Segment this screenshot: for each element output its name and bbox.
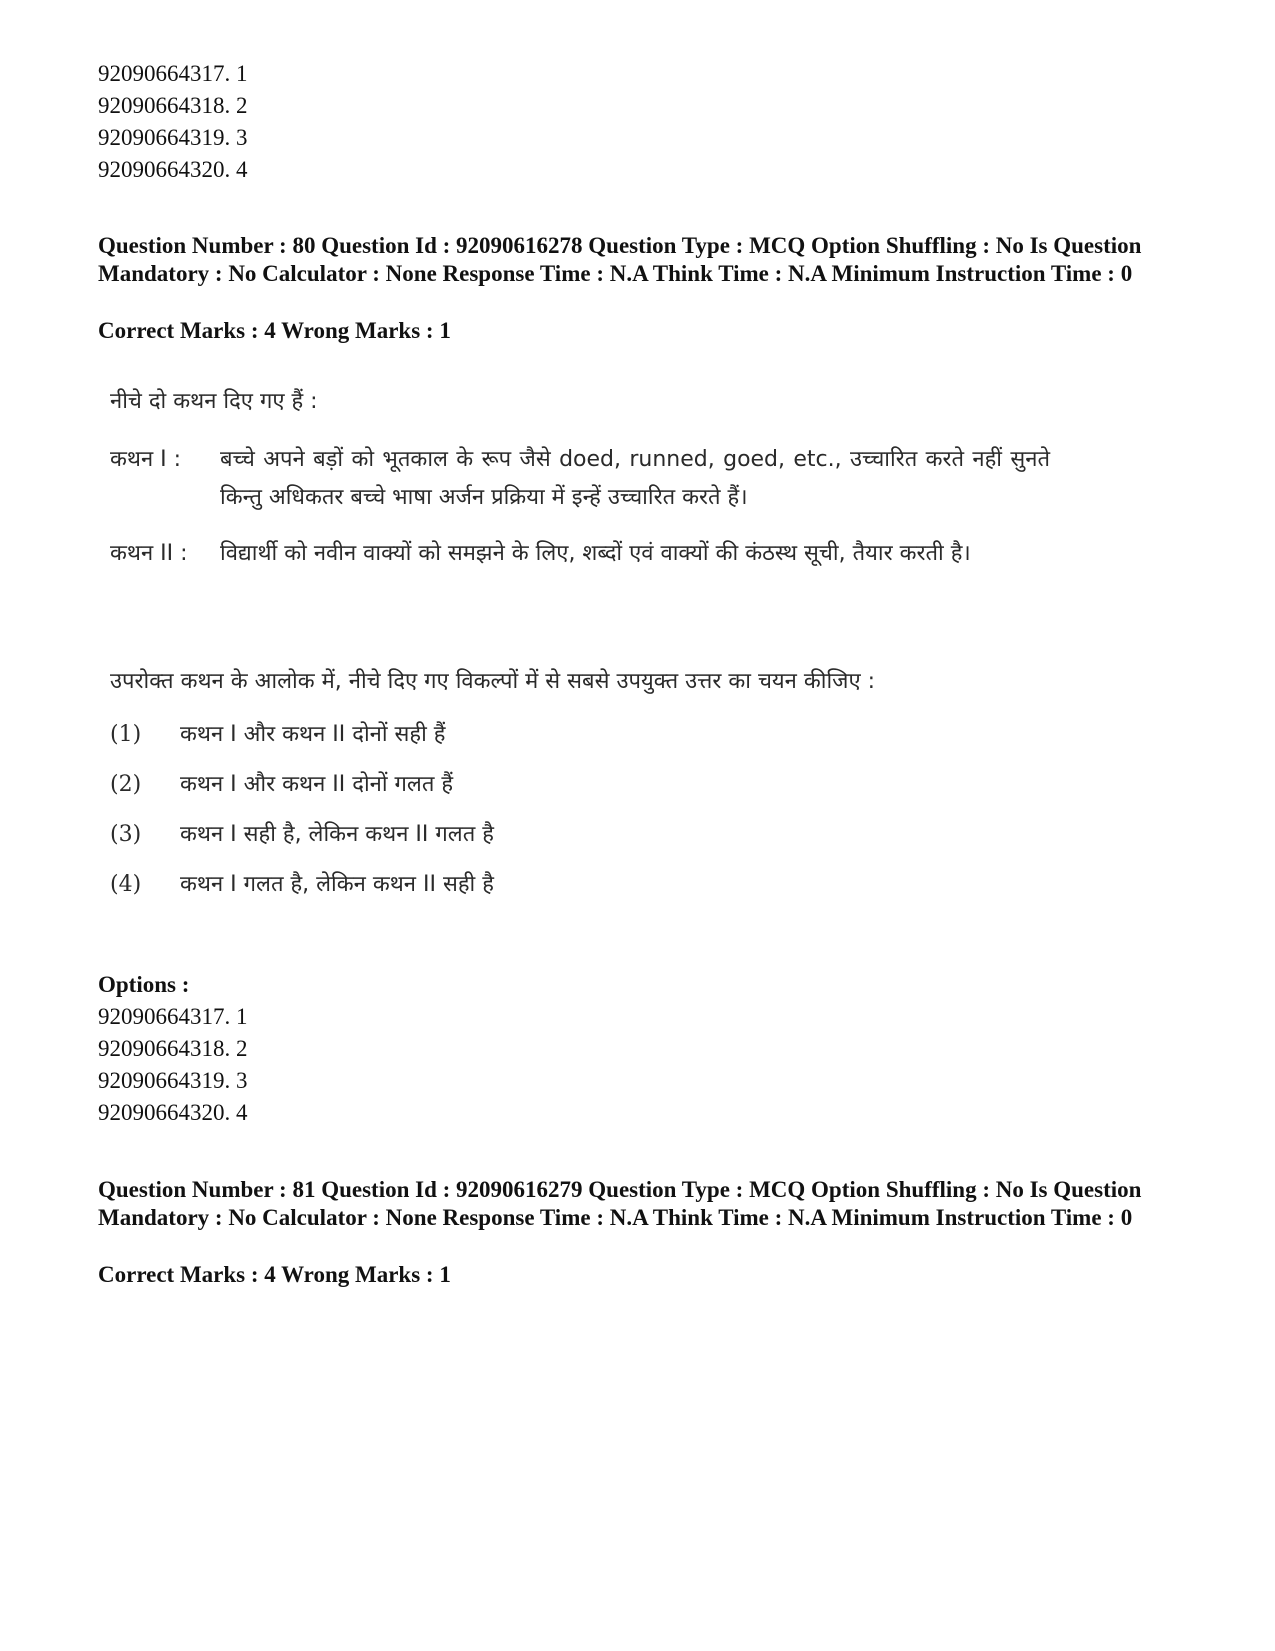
choice-text: कथन I और कथन II दोनों गलत हैं [180, 772, 454, 797]
question-80-meta: Question Number : 80 Question Id : 92090616278 Question Type : MCQ Option Shuffling : No Is Question Mandatory : No Calculator : None Response Time : N.A Think Time : N.A Minimum Instruction Time : 0 [98, 233, 1142, 286]
choice-text: कथन I गलत है, लेकिन कथन II सही है [180, 872, 494, 897]
question-instruction: उपरोक्त कथन के आलोक में, नीचे दिए गए विकल्पों में से सबसे उपयुक्त उत्तर का चयन कीजिए : [110, 669, 876, 694]
statement-2-label: कथन II : [110, 541, 188, 566]
question-80-marks: Correct Marks : 4 Wrong Marks : 1 [98, 318, 451, 343]
option-line: 92090664320. 4 [98, 157, 248, 182]
statement-1-label: कथन I : [110, 447, 182, 472]
option-line: 92090664319. 3 [98, 1068, 248, 1093]
choice-number: (2) [110, 772, 142, 797]
choice-number: (3) [110, 822, 142, 847]
choice-text: कथन I और कथन II दोनों सही हैं [180, 722, 446, 747]
choice-number: (1) [110, 722, 142, 747]
choice-text: कथन I सही है, लेकिन कथन II गलत है [180, 822, 494, 847]
choice-number: (4) [110, 872, 142, 897]
option-line: 92090664319. 3 [98, 125, 248, 150]
statement-1-text: बच्चे अपने बड़ों को भूतकाल के रूप जैसे doed, runned, goed, etc., उच्चारित करते नहीं सुनते किन्तु अधिकतर बच्चे भाषा अर्जन प्रक्रिया में इन्हें उच्चारित करते हैं। [220, 447, 1050, 510]
question-80-image [98, 375, 1078, 935]
question-intro: नीचे दो कथन दिए गए हैं : [110, 389, 318, 414]
options-heading: Options : [98, 972, 190, 997]
statement-2-text: विद्यार्थी को नवीन वाक्यों को समझने के लिए, शब्दों एवं वाक्यों की कंठस्थ सूची, तैयार करती है। [220, 541, 971, 566]
option-line: 92090664320. 4 [98, 1100, 248, 1125]
question-81-meta: Question Number : 81 Question Id : 92090616279 Question Type : MCQ Option Shuffling : No Is Question Mandatory : No Calculator : None Response Time : N.A Think Time : N.A Minimum Instruction Time : 0 [98, 1177, 1142, 1230]
question-81-marks: Correct Marks : 4 Wrong Marks : 1 [98, 1262, 451, 1287]
option-line: 92090664317. 1 [98, 1004, 248, 1029]
option-line: 92090664318. 2 [98, 93, 248, 118]
option-line: 92090664317. 1 [98, 61, 248, 86]
option-line: 92090664318. 2 [98, 1036, 248, 1061]
